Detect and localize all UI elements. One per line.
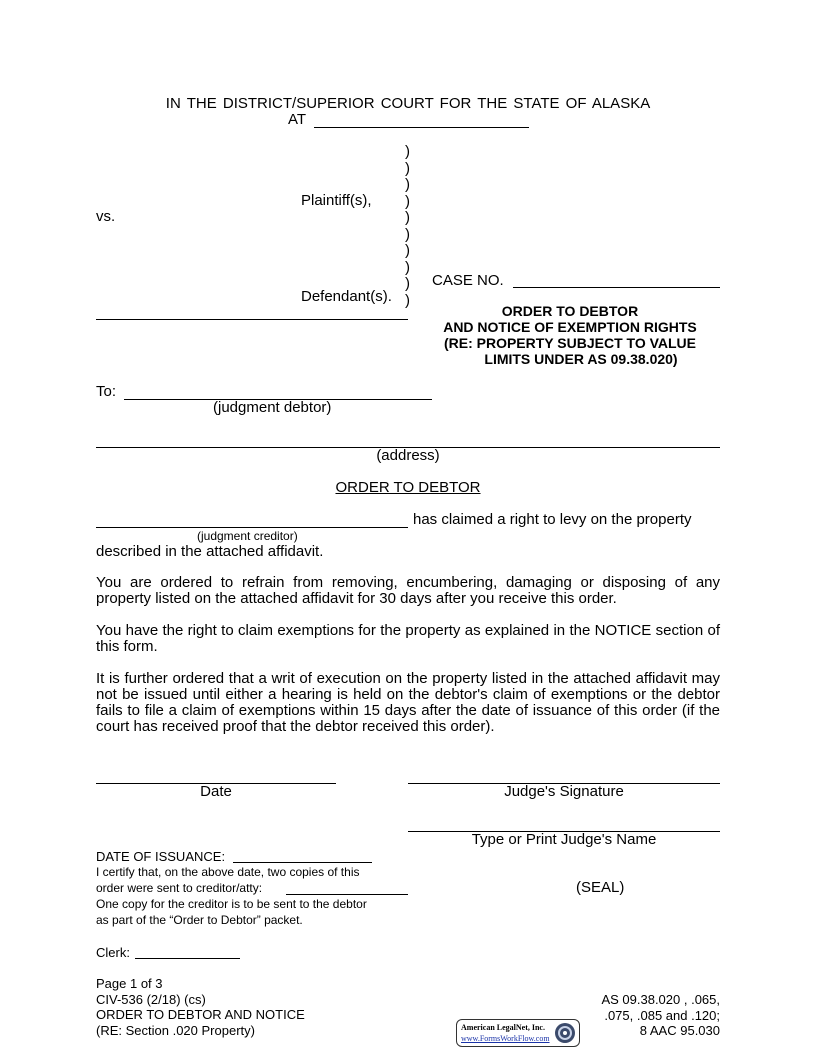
- judgment-debtor-caption: (judgment debtor): [213, 399, 332, 416]
- footer-form-no: CIV-536 (2/18) (cs): [96, 991, 206, 1007]
- certify-line-2: order were sent to creditor/atty:: [96, 881, 263, 895]
- judge-signature-label: Judge's Signature: [504, 783, 624, 800]
- form-title-line1: ORDER TO DEBTOR: [501, 303, 639, 319]
- defendant-label: Defendant(s).: [301, 288, 392, 305]
- footer-statute-1: AS 09.38.020 , .065,: [601, 992, 720, 1007]
- footer-left: [96, 976, 305, 1038]
- form-title: [420, 303, 720, 367]
- footer-statute-2: .075, .085 and .120;: [604, 1007, 720, 1023]
- to-label: To:: [96, 383, 117, 400]
- caption-bottom-line: [96, 319, 408, 320]
- form-title-line4: LIMITS UNDER AS 09.38.020): [484, 351, 678, 367]
- form-title-line3: (RE: PROPERTY SUBJECT TO VALUE: [443, 335, 697, 351]
- case-no-label: CASE NO.: [432, 272, 504, 289]
- judgment-creditor-caption: (judgment creditor): [197, 529, 298, 543]
- order-paragraph-3: It is further ordered that a writ of execution on the property listed in the attached affidavit may not be issued until either a hearing is held on the debtor's claim of exemptions or the debtor fails to file a claim of exemptions within 15 days after the date of issuance of this order (if the court has received proof that the debtor received this order).: [96, 670, 720, 735]
- date-label: Date: [200, 783, 232, 800]
- described-text: described in the attached affidavit.: [96, 543, 324, 560]
- date-of-issuance-label: DATE OF ISSUANCE:: [96, 849, 226, 864]
- footer-form-sub: (RE: Section .020 Property): [96, 1022, 255, 1038]
- case-no-field[interactable]: [513, 287, 720, 288]
- judgment-creditor-field[interactable]: [96, 527, 408, 528]
- plaintiff-label: Plaintiff(s),: [301, 192, 372, 209]
- court-location-line[interactable]: [314, 127, 529, 128]
- stamp-name: American LegalNet, Inc.: [461, 1023, 545, 1032]
- copy-line-2: as part of the “Order to Debtor” packet.: [96, 913, 303, 927]
- certify-line-1: I certify that, on the above date, two copies of this: [96, 865, 360, 879]
- publisher-stamp[interactable]: [456, 1019, 580, 1047]
- at-label: AT: [288, 111, 307, 128]
- footer-page: Page 1 of 3: [96, 976, 163, 991]
- footer-statute-3: 8 AAC 95.030: [639, 1023, 720, 1038]
- order-paragraph-1: You are ordered to refrain from removing, encumbering, damaging or disposing of any property listed on the attached affidavit for 30 days after you receive this order.: [96, 574, 720, 607]
- order-paragraph-2: You have the right to claim exemptions for the property as explained in the NOTICE section of this form.: [96, 622, 720, 655]
- globe-icon: [554, 1022, 576, 1044]
- footer-form-title: ORDER TO DEBTOR AND NOTICE: [96, 1007, 305, 1022]
- form-title-line2: AND NOTICE OF EXEMPTION RIGHTS: [443, 319, 697, 335]
- order-heading: ORDER TO DEBTOR: [335, 479, 481, 496]
- clerk-field[interactable]: [135, 958, 240, 959]
- vs-label: vs.: [96, 208, 116, 225]
- clerk-label: Clerk:: [96, 945, 130, 960]
- copy-line-1: One copy for the creditor is to be sent to the debtor: [96, 897, 367, 911]
- judge-name-label: Type or Print Judge's Name: [471, 831, 657, 848]
- address-caption: (address): [376, 447, 440, 464]
- seal-label: (SEAL): [576, 879, 625, 896]
- court-heading: IN THE DISTRICT/SUPERIOR COURT FOR THE STATE OF ALASKA: [165, 95, 651, 112]
- date-of-issuance-field[interactable]: [233, 862, 372, 863]
- caption-parenthesis-column: ) ) ) ) ) ) ) ) ) ): [405, 143, 410, 309]
- creditor-atty-field[interactable]: [286, 894, 408, 895]
- stamp-url[interactable]: www.FormsWorkFlow.com: [461, 1034, 550, 1043]
- levy-text: has claimed a right to levy on the property: [413, 511, 692, 528]
